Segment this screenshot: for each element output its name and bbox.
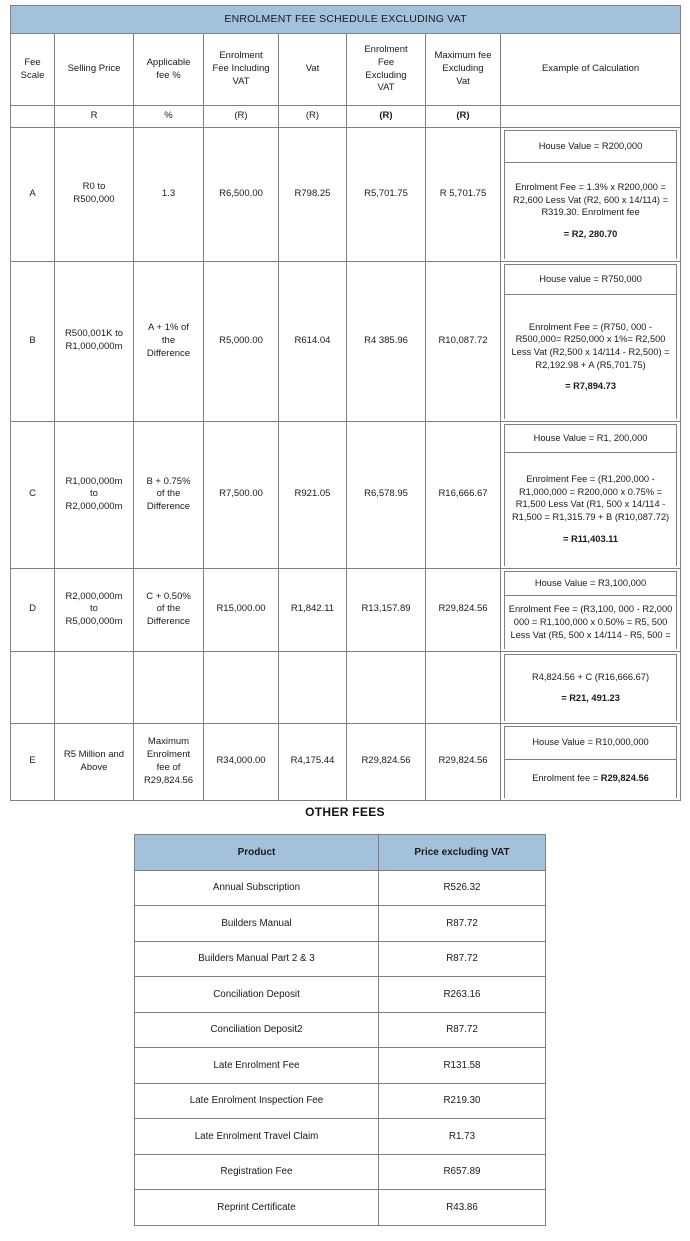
- fee-scale-value: A: [11, 128, 55, 262]
- example-calculation: [505, 294, 677, 419]
- example-calculation-text: Enrolment Fee = 1.3% x R200,000 = R2,600 Less Vat (R2, 600 x 14/114) = R319.30. Enrolment fee: [513, 182, 669, 218]
- example-house-value: House Value = R10,000,000: [505, 726, 677, 759]
- product-price: R1.73: [379, 1119, 546, 1155]
- selling-price-line2: to: [90, 603, 98, 615]
- max-fee-line1: Maximum fee: [434, 50, 492, 62]
- fee-excl-line3: Excluding: [365, 69, 407, 81]
- fee-including-vat-value: [204, 652, 279, 724]
- fee-excl-line4: VAT: [377, 82, 395, 94]
- column-header-vat: Vat: [279, 34, 347, 106]
- fee-scale-value: C: [11, 422, 55, 569]
- applicable-fee-value: 1.3: [134, 128, 204, 262]
- table-row: [11, 652, 681, 724]
- product-name: Annual Subscription: [135, 870, 379, 906]
- product-price: R131.58: [379, 1048, 546, 1084]
- applicable-fee-line1: A + 1% of: [148, 322, 189, 334]
- applicable-fee-value: [134, 422, 204, 569]
- table-row: [11, 128, 681, 262]
- applicable-fee-line3: Difference: [146, 616, 191, 628]
- product-name: Conciliation Deposit2: [135, 1012, 379, 1048]
- applicable-fee-line1: Applicable: [146, 56, 191, 68]
- maximum-fee-value: R29,824.56: [426, 568, 501, 652]
- column-header-fee-including-vat: [204, 34, 279, 106]
- enrolment-fee-schedule-section: [10, 5, 680, 801]
- maximum-fee-value: R29,824.56: [426, 723, 501, 801]
- applicable-fee-value: [134, 652, 204, 724]
- fee-scale-value: B: [11, 261, 55, 422]
- table-row: [11, 422, 681, 569]
- applicable-fee-value: [134, 568, 204, 652]
- max-fee-line3: Vat: [456, 75, 470, 87]
- product-name: Builders Manual Part 2 & 3: [135, 941, 379, 977]
- example-result: = R11,403.11: [563, 533, 619, 544]
- applicable-fee-line1: Maximum: [147, 736, 190, 748]
- list-item: [135, 1012, 546, 1048]
- unit-vat: (R): [279, 106, 347, 128]
- example-calculation-text: Enrolment Fee = (R1,200,000 - R1,000,000 = R200,000 x 0.75% = R1,500 Less Vat (R1, 500 x 14/114 - R1,500 = R1,315.79 + B (R10,087.72): [511, 474, 670, 523]
- table-units-row: [11, 106, 681, 128]
- example-of-calculation-cell: [501, 422, 681, 569]
- page-title: ENROLMENT FEE SCHEDULE EXCLUDING VAT: [11, 6, 681, 34]
- unit-maximum-fee: (R): [426, 106, 501, 128]
- selling-price-line2: R500,000: [73, 194, 115, 206]
- fee-including-vat-value: R34,000.00: [204, 723, 279, 801]
- product-name: Reprint Certificate: [135, 1190, 379, 1226]
- example-calculation-text: Enrolment Fee = (R750, 000 - R500,000= R250,000 x 1%= R2,500 Less Vat (R2,500 x 14/114 - R2,500) = R2,192.98 + A (R5,701.75): [511, 321, 670, 370]
- selling-price-line1: R1,000,000m: [65, 475, 123, 487]
- vat-value: R4,175.44: [279, 723, 347, 801]
- product-price: R219.30: [379, 1083, 546, 1119]
- selling-price-line1: R0 to: [82, 181, 106, 193]
- other-fees-heading: OTHER FEES: [305, 805, 385, 819]
- example-calculation-text: R4,824.56 + C (R16,666.67): [532, 671, 650, 682]
- list-item: [135, 941, 546, 977]
- column-header-maximum-fee: [426, 34, 501, 106]
- product-price: R87.72: [379, 906, 546, 942]
- selling-price-line1: R2,000,000m: [65, 590, 123, 602]
- selling-price-value: [55, 422, 134, 569]
- example-calculation: Enrolment Fee = (R3,100, 000 - R2,000 000 = R1,100,000 x 0.50% = R5, 500 Less Vat (R5, 500 x 14/114 - R5, 500 =: [505, 595, 677, 649]
- vat-value: R614.04: [279, 261, 347, 422]
- product-name: Late Enrolment Fee: [135, 1048, 379, 1084]
- example-calculation-amount: R29,824.56: [600, 773, 649, 784]
- fee-excluding-vat-value: R4 385.96: [347, 261, 426, 422]
- product-name: Conciliation Deposit: [135, 977, 379, 1013]
- example-of-calculation-cell: [501, 128, 681, 262]
- applicable-fee-value: [134, 723, 204, 801]
- enrolment-fee-schedule-table: [10, 5, 681, 801]
- table-row: [11, 568, 681, 652]
- selling-price-value: [55, 568, 134, 652]
- example-of-calculation-cell: [501, 652, 681, 724]
- table-header-row: [11, 34, 681, 106]
- list-item: [135, 870, 546, 906]
- column-header-price-excluding-vat: Price excluding VAT: [379, 835, 546, 871]
- example-calculation: [505, 655, 677, 721]
- fee-excluding-vat-value: R5,701.75: [347, 128, 426, 262]
- list-item: [135, 1190, 546, 1226]
- maximum-fee-value: R16,666.67: [426, 422, 501, 569]
- unit-applicable-fee: %: [134, 106, 204, 128]
- applicable-fee-line3: Difference: [146, 501, 191, 513]
- applicable-fee-line2: the: [161, 334, 176, 346]
- list-item: [135, 1119, 546, 1155]
- example-of-calculation-cell: [501, 723, 681, 801]
- applicable-fee-line1: C + 0.50%: [146, 590, 191, 602]
- fee-incl-line2: Fee Including: [212, 63, 270, 75]
- example-result: = R21, 491.23: [561, 693, 620, 704]
- example-result: = R7,894.73: [565, 381, 616, 392]
- maximum-fee-value: R 5,701.75: [426, 128, 501, 262]
- list-item: [135, 906, 546, 942]
- product-price: R526.32: [379, 870, 546, 906]
- fee-including-vat-value: R15,000.00: [204, 568, 279, 652]
- example-calculation: [505, 453, 677, 566]
- applicable-fee-line2: of the: [156, 603, 181, 615]
- selling-price-line1: R500,001K to: [64, 328, 124, 340]
- applicable-fee-line2: fee %: [156, 69, 181, 81]
- fee-excluding-vat-value: [347, 652, 426, 724]
- max-fee-line2: Excluding: [442, 63, 484, 75]
- other-fees-table: [134, 834, 546, 1226]
- fee-incl-line3: VAT: [232, 75, 250, 87]
- fee-incl-line1: Enrolment: [219, 50, 263, 62]
- vat-value: R1,842.11: [279, 568, 347, 652]
- applicable-fee-line2: of the: [156, 488, 181, 500]
- column-header-selling-price: Selling Price: [55, 34, 134, 106]
- maximum-fee-value: [426, 652, 501, 724]
- maximum-fee-value: R10,087.72: [426, 261, 501, 422]
- fee-scale-value: [11, 652, 55, 724]
- unit-fee-scale: [11, 106, 55, 128]
- product-name: Registration Fee: [135, 1154, 379, 1190]
- selling-price-value: [55, 261, 134, 422]
- list-item: [135, 977, 546, 1013]
- selling-price-line3: R5,000,000m: [65, 616, 123, 628]
- product-price: R43.86: [379, 1190, 546, 1226]
- fee-scale-value: D: [11, 568, 55, 652]
- fee-excluding-vat-value: R29,824.56: [347, 723, 426, 801]
- product-price: R657.89: [379, 1154, 546, 1190]
- product-name: Builders Manual: [135, 906, 379, 942]
- selling-price-line3: R2,000,000m: [65, 501, 123, 513]
- product-price: R87.72: [379, 941, 546, 977]
- unit-fee-including-vat: (R): [204, 106, 279, 128]
- fee-including-vat-value: R7,500.00: [204, 422, 279, 569]
- example-house-value: House value = R750,000: [505, 264, 677, 294]
- list-item: [135, 1048, 546, 1084]
- other-fees-section: [134, 834, 545, 1226]
- example-house-value: House Value = R200,000: [505, 131, 677, 163]
- example-of-calculation-cell: [501, 261, 681, 422]
- example-of-calculation-cell: [501, 568, 681, 652]
- applicable-fee-line3: Difference: [146, 347, 191, 359]
- example-house-value: House Value = R1, 200,000: [505, 425, 677, 453]
- table-title-row: [11, 6, 681, 34]
- column-header-fee-excluding-vat: [347, 34, 426, 106]
- applicable-fee-value: [134, 261, 204, 422]
- table-row: [11, 261, 681, 422]
- applicable-fee-line1: B + 0.75%: [146, 475, 191, 487]
- column-header-product: Product: [135, 835, 379, 871]
- vat-value: R921.05: [279, 422, 347, 569]
- unit-fee-excluding-vat: (R): [347, 106, 426, 128]
- column-header-applicable-fee: [134, 34, 204, 106]
- selling-price-line2: Above: [80, 761, 108, 773]
- example-result: = R2, 280.70: [563, 228, 618, 239]
- product-price: R87.72: [379, 1012, 546, 1048]
- vat-value: [279, 652, 347, 724]
- applicable-fee-line3: fee of: [156, 761, 181, 773]
- product-price: R263.16: [379, 977, 546, 1013]
- example-calculation: [505, 163, 677, 259]
- column-header-example-of-calculation: Example of Calculation: [501, 34, 681, 106]
- applicable-fee-line4: R29,824.56: [143, 774, 194, 786]
- fee-excluding-vat-value: R13,157.89: [347, 568, 426, 652]
- applicable-fee-line2: Enrolment: [146, 748, 191, 760]
- list-item: [135, 1154, 546, 1190]
- fee-scale-line2: Scale: [20, 69, 45, 81]
- vat-value: R798.25: [279, 128, 347, 262]
- fee-scale-line1: Fee: [24, 56, 41, 68]
- selling-price-value: [55, 723, 134, 801]
- other-fees-header-row: [135, 835, 546, 871]
- selling-price-line2: to: [90, 488, 98, 500]
- selling-price-line2: R1,000,000m: [65, 341, 123, 353]
- fee-scale-value: E: [11, 723, 55, 801]
- product-name: Late Enrolment Inspection Fee: [135, 1083, 379, 1119]
- selling-price-line1: R5 Million and: [63, 748, 125, 760]
- product-name: Late Enrolment Travel Claim: [135, 1119, 379, 1155]
- example-house-value: House Value = R3,100,000: [505, 571, 677, 595]
- fee-excl-line2: Fee: [377, 56, 395, 68]
- example-calculation: [505, 759, 677, 798]
- selling-price-value: [55, 128, 134, 262]
- fee-excl-line1: Enrolment: [364, 43, 408, 55]
- fee-including-vat-value: R5,000.00: [204, 261, 279, 422]
- list-item: [135, 1083, 546, 1119]
- fee-including-vat-value: R6,500.00: [204, 128, 279, 262]
- example-calculation-prefix: Enrolment fee =: [532, 773, 601, 784]
- table-row: [11, 723, 681, 801]
- column-header-fee-scale: [11, 34, 55, 106]
- unit-selling-price: R: [55, 106, 134, 128]
- fee-excluding-vat-value: R6,578.95: [347, 422, 426, 569]
- unit-example: [501, 106, 681, 128]
- selling-price-value: [55, 652, 134, 724]
